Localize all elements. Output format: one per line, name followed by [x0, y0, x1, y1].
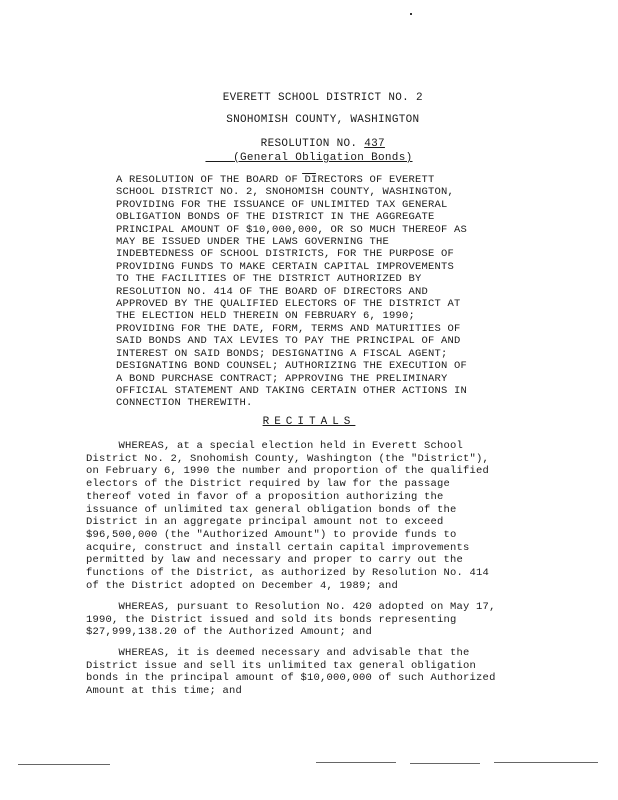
resolution-line: SAID BONDS AND TAX LEVIES TO PAY THE PRINCIPAL OF AND: [116, 335, 461, 348]
resolution-line: OFFICIAL STATEMENT AND TAKING CERTAIN OTHER ACTIONS IN: [116, 384, 468, 397]
scan-footer-rule: [410, 763, 480, 764]
paragraph-line: functions of the District, as authorized by Resolution No. 414: [86, 567, 490, 580]
paragraph-line: bonds in the principal amount of $10,000,000 of such Authorized: [86, 672, 496, 685]
resolution-line: PRINCIPAL AMOUNT OF $10,000,000, OR SO MUCH THEREOF AS: [116, 223, 468, 236]
paragraph-line: electors of the District required by law for the passage: [86, 478, 451, 491]
scan-footer-rule: [18, 764, 110, 765]
resolution-prefix: RESOLUTION NO.: [260, 138, 365, 150]
paragraph-line: permitted by law and necessary and proper to carry out the: [86, 554, 464, 567]
paragraph-line: WHEREAS, pursuant to Resolution No. 420 adopted on May 17,: [86, 601, 496, 613]
resolution-line: MAY BE ISSUED UNDER THE LAWS GOVERNING THE: [116, 236, 390, 249]
paragraph-line: WHEREAS, at a special election held in Everett School: [86, 440, 464, 452]
resolution-line: INTEREST ON SAID BONDS; DESIGNATING A FISCAL AGENT;: [116, 347, 448, 360]
resolution-line: PROVIDING FOR THE DATE, FORM, TERMS AND MATURITIES OF: [116, 322, 461, 335]
scan-footer-rule: [316, 762, 396, 763]
paragraph-line: $27,999,138.20 of the Authorized Amount; and: [86, 626, 373, 639]
paragraph-line: Amount at this time; and: [86, 685, 243, 698]
paragraph-line: on February 6, 1990 the number and proportion of the qualified: [86, 465, 490, 478]
scan-speck: [410, 13, 412, 15]
paragraph-line: thereof voted in favor of a proposition authorizing the: [86, 490, 444, 503]
resolution-description: [116, 174, 516, 410]
paragraph-line: 1990, the District issued and sold its bonds representing: [86, 613, 457, 626]
whereas-paragraph-new-issue: [86, 647, 556, 698]
county-name: SNOHOMISH COUNTY, WASHINGTON: [226, 114, 420, 126]
resolution-subtitle: [0, 140, 618, 176]
subtitle-text: (General Obligation Bonds): [233, 152, 413, 164]
paragraph-line: District No. 2, Snohomish County, Washington (the "District"),: [86, 452, 490, 465]
paragraph-line: issuance of unlimited tax general obligation bonds of the: [86, 503, 457, 516]
whereas-paragraph-election: [86, 440, 556, 592]
resolution-line: A BOND PURCHASE CONTRACT; APPROVING THE PRELIMINARY: [116, 372, 448, 385]
district-name: EVERETT SCHOOL DISTRICT NO. 2: [222, 92, 423, 104]
paragraph-line: District in an aggregate principal amount not to exceed: [86, 516, 444, 529]
paragraph-line: of the District adopted on December 4, 1989; and: [86, 579, 399, 592]
paragraph-line: $96,500,000 (the "Authorized Amount") to provide funds to: [86, 528, 457, 541]
resolution-line: APPROVED BY THE QUALIFIED ELECTORS OF THE DISTRICT AT: [116, 298, 461, 311]
resolution-line: INDEBTEDNESS OF SCHOOL DISTRICTS, FOR THE PURPOSE OF: [116, 248, 455, 261]
resolution-line: RESOLUTION NO. 414 OF THE BOARD OF DIRECTORS AND: [116, 285, 429, 298]
resolution-line: PROVIDING FUNDS TO MAKE CERTAIN CAPITAL IMPROVEMENTS: [116, 260, 455, 273]
whereas-paragraph-prior-issue: [86, 601, 556, 639]
resolution-line: DESIGNATING BOND COUNSEL; AUTHORIZING THE EXECUTION OF: [116, 360, 468, 373]
resolution-line: SCHOOL DISTRICT NO. 2, SNOHOMISH COUNTY, WASHINGTON,: [116, 186, 455, 199]
resolution-line: A RESOLUTION OF THE BOARD OF DIRECTORS OF EVERETT: [116, 174, 435, 186]
resolution-line: TO THE FACILITIES OF THE DISTRICT AUTHORIZED BY: [116, 273, 422, 286]
recitals-heading: RECITALS: [262, 416, 356, 428]
paragraph-line: WHEREAS, it is deemed necessary and advisable that the: [86, 647, 470, 659]
paragraph-line: acquire, construct and install certain capital improvements: [86, 541, 470, 554]
resolution-number: 437: [364, 138, 385, 150]
scan-footer-rule: [494, 762, 598, 763]
resolution-line: OBLIGATION BONDS OF THE DISTRICT IN THE AGGREGATE: [116, 211, 435, 224]
resolution-line: THE ELECTION HELD THEREIN ON FEBRUARY 6, 1990;: [116, 310, 416, 323]
paragraph-line: District issue and sell its unlimited tax general obligation: [86, 659, 477, 672]
resolution-line: PROVIDING FOR THE ISSUANCE OF UNLIMITED TAX GENERAL: [116, 198, 448, 211]
resolution-line: CONNECTION THEREWITH.: [116, 397, 253, 410]
